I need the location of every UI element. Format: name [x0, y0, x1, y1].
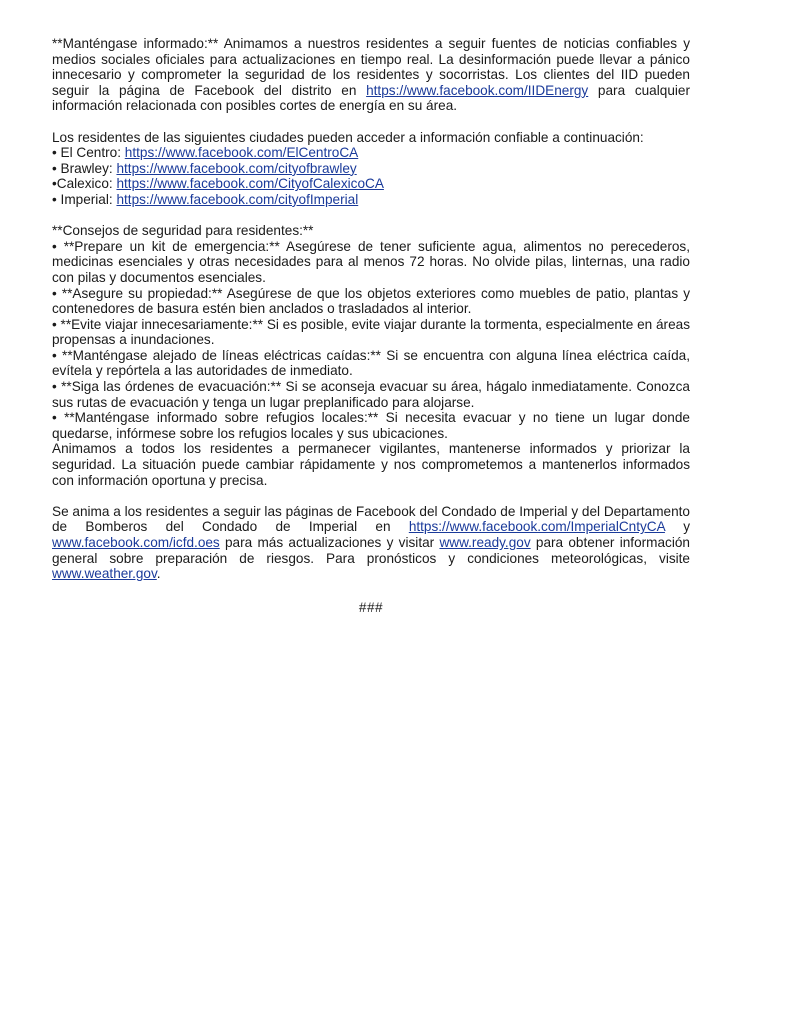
city-label: •Calexico:	[52, 176, 117, 192]
stay-informed-text-end: para cualquier información relacionada con posibles cortes de energía en su área.	[52, 82, 690, 114]
city-item-imperial	[52, 192, 690, 208]
end-mark: ###	[358, 599, 384, 615]
county-text: para obtener información general sobre preparación de riesgos. Para pronósticos y condiciones meteorológicas, visite	[52, 535, 690, 566]
cities-intro: Los residentes de las siguientes ciudades pueden acceder a información confiable a continuación:	[52, 129, 644, 145]
icfd-oes-link[interactable]: www.facebook.com/icfd.oes	[52, 535, 220, 550]
safety-closing: Animamos a todos los residentes a permanecer vigilantes, mantenerse informados y priorizar la seguridad. La situación puede cambiar rápidamente y nos comprometemos a mantenerlos informados con información oportuna y precisa.	[52, 441, 690, 488]
city-label: • Brawley:	[52, 160, 117, 176]
city-item-brawley	[52, 161, 690, 177]
el-centro-link[interactable]: https://www.facebook.com/ElCentroCA	[124, 145, 359, 161]
imperial-link[interactable]: https://www.facebook.com/cityofImperial	[116, 191, 359, 207]
cities-section	[52, 130, 690, 208]
brawley-link[interactable]: https://www.facebook.com/cityofbrawley	[116, 160, 357, 176]
tip-power-lines: • **Manténgase alejado de líneas eléctricas caídas:** Si se encuentra con alguna línea eléctrica caída, evítela y repórtela a las autoridades de inmediato.	[52, 347, 690, 379]
tip-avoid-travel: • **Evite viajar innecesariamente:** Si es posible, evite viajar durante la tormenta, especialmente en áreas propensas a inundaciones.	[52, 316, 690, 348]
tip-secure-property: • **Asegure su propiedad:** Asegúrese de que los objetos exteriores como muebles de patio, plantas y contenedores de basura estén bien anclados o trasladados al interior.	[52, 285, 690, 317]
city-item-calexico	[52, 176, 690, 192]
document-page	[52, 36, 690, 615]
tip-evacuation-orders: • **Siga las órdenes de evacuación:** Si se aconseja evacuar su área, hágalo inmediatamente. Conozca sus rutas de evacuación y tenga un lugar preplanificado para alojarse.	[52, 379, 690, 410]
stay-informed-text: **Manténgase informado:** Animamos a nuestros residentes a seguir fuentes de noticias confiables y medios sociales oficiales para actualizaciones en tiempo real. La desinformación puede llevar a pánico innecesario y comprometer la seguridad de los residentes y socorristas. Los clientes del IID pueden seguir la página de Facebook del distrito en	[52, 36, 690, 98]
safety-tips-heading: **Consejos de seguridad para residentes:**	[52, 223, 314, 239]
iid-energy-link[interactable]: https://www.facebook.com/IIDEnergy	[366, 82, 589, 98]
calexico-link[interactable]: https://www.facebook.com/CityofCalexicoCA	[116, 176, 384, 192]
county-text: .	[156, 566, 161, 582]
tip-emergency-kit: • **Prepare un kit de emergencia:** Asegúrese de tener suficiente agua, alimentos no perecederos, medicinas esenciales y otras necesidades para al menos 72 horas. No olvide pilas, linternas, una radio con pilas y documentos esenciales.	[52, 238, 690, 285]
imperial-county-link[interactable]: https://www.facebook.com/ImperialCntyCA	[408, 519, 665, 535]
safety-tips-section	[52, 223, 690, 488]
stay-informed-paragraph	[52, 36, 690, 114]
city-label: • El Centro:	[52, 145, 125, 161]
city-label: • Imperial:	[52, 191, 117, 207]
county-text: y	[664, 519, 690, 535]
city-item-el-centro	[52, 145, 690, 161]
weather-gov-link[interactable]: www.weather.gov	[52, 566, 157, 582]
county-resources-paragraph	[52, 504, 690, 582]
county-text: para más actualizaciones y visitar	[219, 535, 440, 550]
county-text: Se anima a los residentes a seguir las páginas de Facebook del Condado de Imperial y del Departamento de Bomberos del Condado de Imperial en	[52, 503, 690, 535]
tip-local-shelters: • **Manténgase informado sobre refugios locales:** Si necesita evacuar y no tiene un lugar donde quedarse, infórmese sobre los refugios locales y sus ubicaciones.	[52, 410, 690, 441]
ready-gov-link[interactable]: www.ready.gov	[439, 535, 531, 550]
